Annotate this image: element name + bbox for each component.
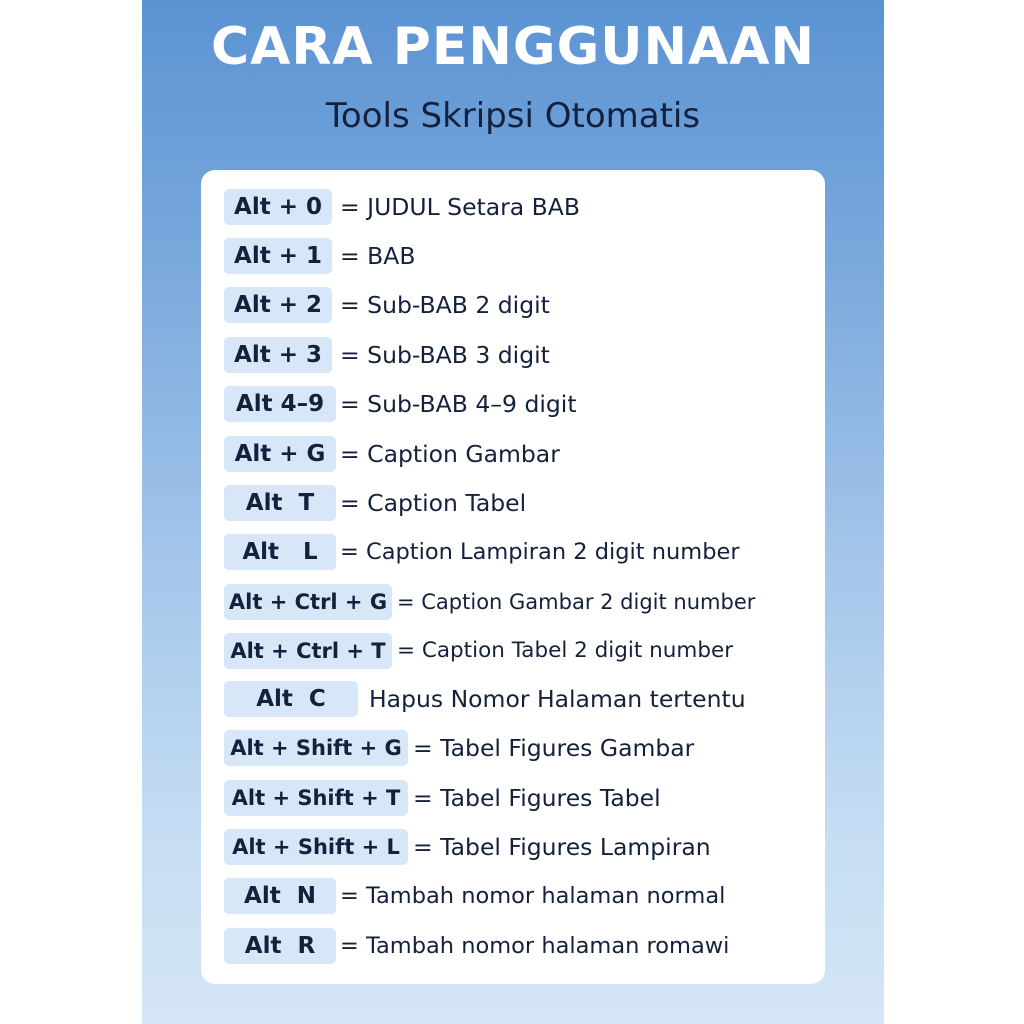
shortcut-row — [224, 485, 526, 521]
shortcut-row — [224, 238, 415, 274]
shortcut-description: = Caption Tabel — [340, 489, 527, 517]
shortcut-card — [201, 170, 825, 984]
shortcut-key: Alt + 2 — [224, 287, 332, 323]
shortcut-row — [224, 928, 729, 964]
shortcut-row — [224, 829, 711, 865]
shortcut-row — [224, 780, 661, 816]
shortcut-row — [224, 681, 746, 717]
shortcut-description: = Sub-BAB 3 digit — [340, 341, 550, 369]
shortcut-description: = Caption Tabel 2 digit number — [397, 638, 734, 663]
shortcut-key: Alt + 3 — [224, 337, 332, 373]
shortcut-row — [224, 189, 580, 225]
shortcut-row — [224, 633, 733, 669]
shortcut-row — [224, 287, 550, 323]
shortcut-row — [224, 584, 755, 620]
shortcut-key: Alt R — [224, 928, 336, 964]
shortcut-description: Hapus Nomor Halaman tertentu — [369, 685, 746, 713]
shortcut-key: Alt + Shift + L — [224, 829, 408, 865]
shortcut-description: = Caption Lampiran 2 digit number — [340, 539, 740, 565]
shortcut-description: = Sub-BAB 2 digit — [340, 291, 550, 319]
shortcut-row — [224, 337, 550, 373]
shortcut-description: = BAB — [340, 242, 416, 270]
shortcut-key: Alt C — [224, 681, 358, 717]
shortcut-key: Alt + Ctrl + T — [224, 633, 392, 669]
shortcut-description: = Caption Gambar — [340, 440, 560, 468]
shortcut-key: Alt T — [224, 485, 336, 521]
shortcut-row — [224, 436, 560, 472]
shortcut-key: Alt + Ctrl + G — [224, 584, 392, 620]
shortcut-description: = Tambah nomor halaman normal — [340, 883, 726, 909]
shortcut-description: = Sub-BAB 4–9 digit — [340, 390, 577, 418]
shortcut-description: = Tabel Figures Tabel — [413, 784, 661, 812]
shortcut-description: = Tabel Figures Lampiran — [413, 833, 711, 861]
shortcut-row — [224, 878, 725, 914]
shortcut-row — [224, 534, 740, 570]
shortcut-key: Alt L — [224, 534, 336, 570]
shortcut-description: = Tambah nomor halaman romawi — [340, 933, 730, 959]
shortcut-description: = JUDUL Setara BAB — [340, 193, 580, 221]
shortcut-key: Alt + 0 — [224, 189, 332, 225]
shortcut-description: = Caption Gambar 2 digit number — [397, 590, 756, 614]
page-subtitle: Tools Skripsi Otomatis — [325, 96, 701, 136]
shortcut-key: Alt + 1 — [224, 238, 332, 274]
shortcut-key: Alt 4–9 — [224, 386, 336, 422]
shortcut-key: Alt + G — [224, 436, 336, 472]
shortcut-row — [224, 730, 694, 766]
shortcut-key: Alt + Shift + T — [224, 780, 408, 816]
shortcut-key: Alt + Shift + G — [224, 730, 408, 766]
page-title: CARA PENGGUNAAN — [210, 17, 816, 77]
shortcut-description: = Tabel Figures Gambar — [413, 734, 695, 762]
poster — [142, 0, 884, 1024]
shortcut-key: Alt N — [224, 878, 336, 914]
shortcut-row — [224, 386, 577, 422]
